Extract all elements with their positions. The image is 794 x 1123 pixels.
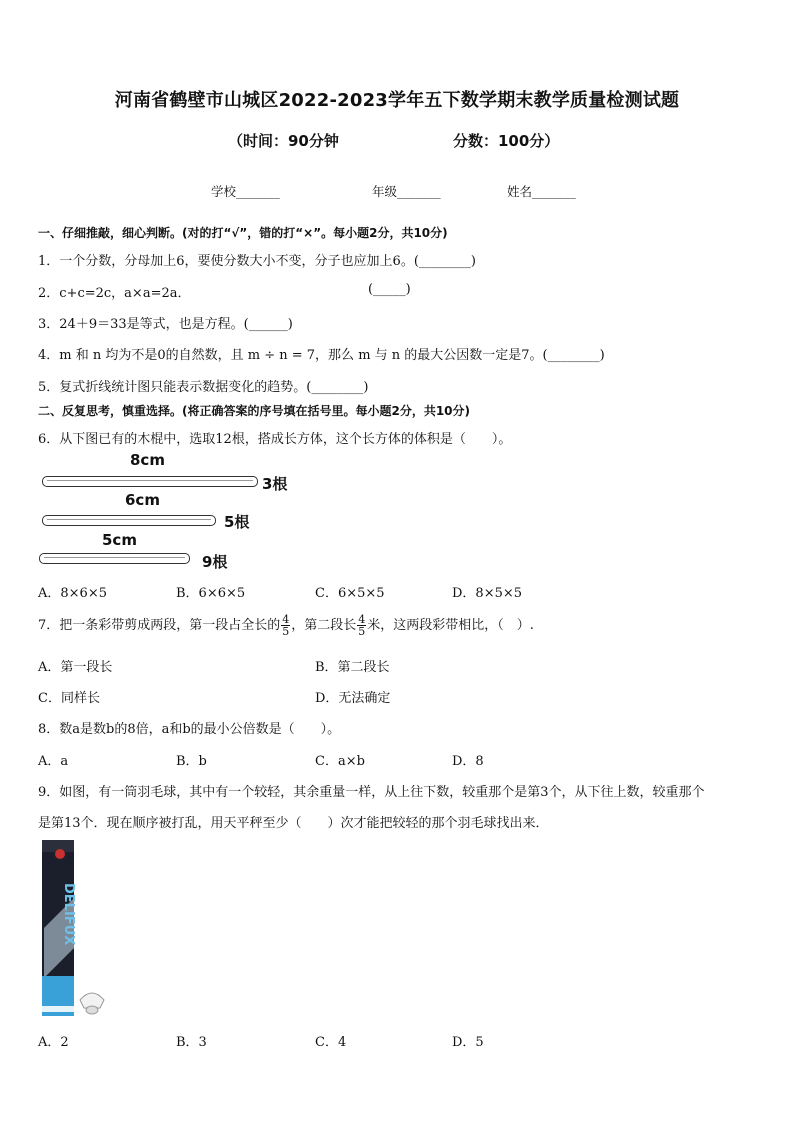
rod-count-label: 5根 [224, 513, 250, 531]
q7-option-c: C．同样长 [38, 691, 100, 706]
shuttlecock-tube-image [40, 838, 74, 1016]
question-5: 5．复式折线统计图只能表示数据变化的趋势。(________) [38, 380, 369, 395]
q6-option-d: D．8×5×5 [452, 586, 523, 601]
q7-text-end: 米，这两段彩带相比，（ ）. [367, 618, 534, 633]
fraction [281, 614, 290, 637]
q8-option-b: B．b [176, 754, 207, 769]
q7-option-d: D．无法确定 [315, 691, 391, 706]
grade-field[interactable]: 年级_______ [372, 184, 441, 199]
rod-count-label: 9根 [202, 553, 228, 571]
question-9-line1: 9．如图，有一筒羽毛球，其中有一个较轻，其余重量一样，从上往下数，较重那个是第3个，从下往上数，较重那个 [38, 785, 705, 800]
school-field[interactable]: 学校_______ [211, 184, 280, 199]
question-4: 4．m 和 n 均为不是0的自然数，且 m ÷ n = 7，那么 m 与 n 的最大公因数一定是7。(________) [38, 348, 605, 363]
q6-option-a: A．8×6×5 [38, 586, 107, 601]
rod-5cm [39, 553, 190, 564]
q9-option-a: A．2 [38, 1035, 69, 1050]
rod-length-label: 5cm [102, 531, 137, 549]
fraction-denominator: 5 [282, 625, 290, 638]
fraction [357, 614, 366, 637]
rod-length-label: 6cm [125, 491, 160, 509]
name-field[interactable]: 姓名_______ [507, 184, 576, 199]
q7-option-b: B．第二段长 [315, 660, 390, 675]
q7-option-a: A．第一段长 [38, 660, 113, 675]
q9-option-c: C．4 [315, 1035, 347, 1050]
question-8: 8．数a是数b的8倍，a和b的最小公倍数是（ ）。 [38, 722, 341, 737]
section1-heading: 一、仔细推敲，细心判断。(对的打“√”，错的打“×”。每小题2分，共10分) [38, 226, 448, 240]
q7-text-mid: ，第二段长 [291, 618, 357, 633]
q9-option-d: D．5 [452, 1035, 484, 1050]
rod-8cm [42, 476, 258, 487]
q8-option-a: A．a [38, 754, 69, 769]
question-2-blank: (_____) [368, 282, 411, 297]
section2-heading: 二、反复思考，慎重选择。(将正确答案的序号填在括号里。每小题2分，共10分) [38, 404, 471, 418]
svg-text:DELIFUX: DELIFUX [61, 883, 76, 946]
q7-text-start: 7．把一条彩带剪成两段，第一段占全长的 [38, 618, 281, 633]
rod-length-label: 8cm [130, 451, 165, 469]
shuttlecock-tube-graphic [40, 838, 110, 1018]
exam-score: 分数：100分） [453, 132, 560, 150]
q8-option-d: D．8 [452, 754, 484, 769]
question-9-line2: 是第13个．现在顺序被打乱，用天平秤至少（ ）次才能把较轻的那个羽毛球找出来． [38, 816, 549, 831]
question-7 [38, 614, 534, 637]
fraction-numerator: 4 [282, 613, 290, 626]
question-3: 3．24＋9＝33是等式，也是方程。(______) [38, 317, 293, 332]
q8-option-c: C．a×b [315, 754, 365, 769]
page-title: 河南省鹤壁市山城区2022-2023学年五下数学期末教学质量检测试题 [114, 90, 680, 111]
fraction-denominator: 5 [358, 625, 366, 638]
q9-option-b: B．3 [176, 1035, 207, 1050]
q6-option-b: B．6×6×5 [176, 586, 246, 601]
rod-6cm [42, 515, 216, 526]
question-6: 6．从下图已有的木棍中，选取12根，搭成长方体，这个长方体的体积是（ ）。 [38, 432, 512, 447]
question-2: 2．c+c=2c，a×a=2a． [38, 286, 191, 301]
question-1: 1．一个分数，分母加上6，要使分数大小不变，分子也应加上6。(________) [38, 254, 476, 269]
fraction-numerator: 4 [358, 613, 366, 626]
rod-count-label: 3根 [262, 475, 288, 493]
q6-option-c: C．6×5×5 [315, 586, 385, 601]
exam-time: （时间：90分钟 [228, 132, 339, 150]
